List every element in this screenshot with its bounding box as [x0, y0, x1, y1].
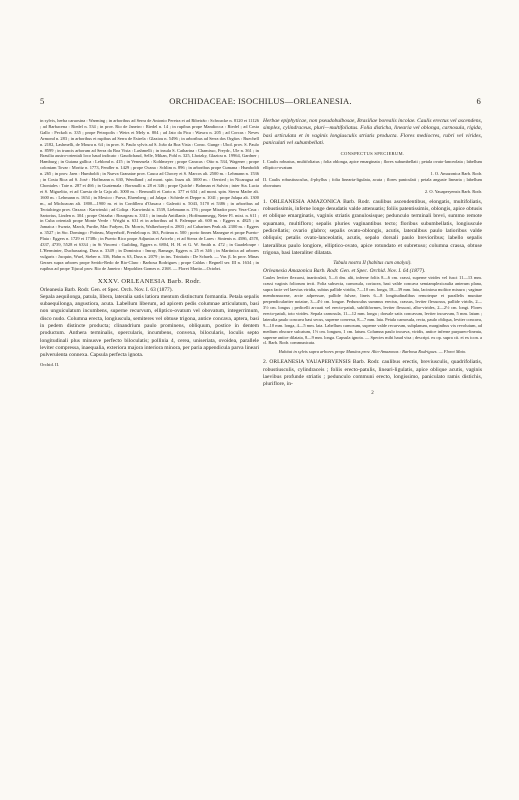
conspectus-title: CONSPECTUS SPECIERUM.: [340, 151, 405, 157]
genus-description: Sepala aequilonga, patula, libera, lateralia satis latiora mentum distinctum formantia. Petala sepalis subaequilonga, angustiora, acuta. Labellum liberum, ad apicem pedis columnae articulatum, basi non unguiculatum incumbens, superne recurvum, elliptico-ovatum vel obovatum, integerrimum, disco nudo. Columna erecta, longiuscula, semiteres vel obtuse trigona, antice concava, aptera, basi in pedem distincte producta; clinandrium paulo prominens, obliquum, postice in dentem productum. Anthera terminalis, opercularis, incumbens, convexa, bilocularis, loculis septo longitudinali plus minusve perfecto biloculatis; pollinia 4, cerea, uniseriata, ovoidea, parallele leviter compressa, inaequalia, exteriora majora interiora minora, per paria appendicula parva lineari pulverulenta connexa. Capsula perfecta ignota.: [40, 293, 259, 359]
right-column: [263, 118, 482, 397]
species1-description: Caules leviter flexuosi, inarticulati, 5—6 dm. alti, inferne foliis 8—6 cm. crassi, superne virides vel fusci 11—13 mm. crassi vaginis foliorum tecti. Folia subsecta, carnosula, coriacea, basi valde concava semiamplexicaulia anterum plana, supra facie vel laevius viridia, subtus pallide viridia, 7—10 cm. longa, 18—39 mm. lata, laciniosa molitor mixura ; vaginae membranaceae, arcte adpressae, pallide fulvae, lineis 6—8 longitudinalibus remoteque et parallelis munitae perpendiculariter notatae, 3—4½ cm. longae. Pedunculus summus erectus, crassus, leviter flexuosus, pallide viridis, 2—3½ cm. longus ; pedicelli arcuati vel erecto-patuli, subfiliformes, leviter flexuosi, albo-virides, 2—2½ cm. longi. Flores erecto-patuli, toto virides. Sepala carnosula, 11—12 mm. longa ; dorsale satis concavum, leviter incurvum, 5 mm. latum ; lateralia paulo concava basi secus, superne convexa, 8—7 mm. lata. Petala carnosula, recta, paulo obliqua, leviter concava, 9—10 mm. longa, 4—5 mm. lata. Labellum carnosum, superne valde recurvum, subplanum, marginibus vix revolutum, ad medium obscure sulcatum, 1½ cm. longum, 1 cm. latum. Columna paulo incurva, viridis, antice inferne purpureo-lineata, superne antice dilatata, 8—9 mm. longa. Capsula ignota. — Species mihi haud visa ; descript. ex op. supra cit. et ex icon. a cl. Barb. Rodr. communicata.: [263, 275, 482, 346]
habit-text: Herbae epiphyticae, non pseudobulbosae, Brasiliae borealis incolae. Caulis erectus vel ascendens, simplex, cylindraceus, pluri—multifoliatus. Folia disticha, linearia vel oblonga, carnosula, rigida, basi articulata et in vaginis longiusculis striatis producta. Flores mediocres, rubri vel virides, paniculati vel subumbellati.: [263, 118, 482, 147]
left-column: [40, 118, 259, 368]
species1-citation: Orleanesia Amazonica Barb. Rodr. Gen. et Spec. Orchid. Nov. I. 64 (1877).: [263, 268, 426, 275]
running-header: [40, 96, 481, 108]
running-title: ORCHIDACEAE: ISOCHILUS—ORLEANESIA.: [169, 96, 352, 106]
species1-habitat: Habitat in sylvis supra arbores prope Manáos prov. Alto-Amazonas : Barbosa Rodrigues. — Floret Maio.: [278, 349, 467, 355]
species2-diagnosis: 2. ORLEANESIA YAUAPERYENSIS Barb. Rodr. caulibus erectis, breviusculis, quadrifoliatis, robustiusculis, cylindraceis ; foliis erecto-patulis, lineari-ligulatis, apice oblique acutis, vaginis laevibus profunde striatis ; pedunculo communi erecto, longissimo, paniculato ramis distichis, pluriflore, in-: [263, 359, 482, 388]
signature-footer: Orchid. II.: [40, 361, 60, 367]
genus-citation: Orleanesia Barb. Rodr. Gen. et Spec. Orch. Nov. I. 63 (1877).: [40, 286, 173, 293]
genus-title: XXXV. ORLEANESIA Barb. Rodr.: [97, 277, 202, 285]
species-key: [263, 159, 482, 194]
corner-mark: 2: [371, 390, 374, 396]
tabula-note: Tabula nostra II (habitus cum analysi).: [333, 260, 412, 266]
section-number: 6: [476, 96, 481, 106]
key-species: 1. O. Amazonica Barb. Rodr.: [430, 171, 482, 177]
distribution-text: in sylvis, herba caruosina : Warming ; in arboribus ad Serra de Antonio Pereira et ad Ribeirão : Schwacke n. 8120 et 11126 ; ad Barbacena : Riedel n. 534 ; in prov. Rio de Janeiro : Riedel n. 14 ; in rupibus prope Mandiocca : Riedel ; ad Costa Gallo : Peckolt n. 335 ; prope Petropolis : Weirs et Mely n. 804 ; ad Jato da Pica : Wawra n. 205 ; ad Corcas : Neves Armond n. 283 ; in arboribus et rupibus ad Serra de Estrela : Glaziou n. 5496 ; in arboribus ad Serra dos Orgâos : Buechell n. 2182, Lashmelli, de Moura n. 64 ; in prov. S. Paulo sylvis ad S. João da Boa Vista : Consc. Gunge : Ubol. prov. S. Paulo n. 8599 ; in truncis arborum ad Serra da Boa Vista : Lashmelli ; in insula S. Catharina : Chamisso, Freydr., Ule n. 361 ; in Brasilia austro-orientali loco haud indicato : Gaudichaud, Selle, Mikan, Pohl n. 325, Lhotzky, Glaziou n. 19964, Gardner ; Hamburg ; in Guiana gallica : Leblond n. 415 ; in Venezuela : Kohlmeyer ; prope Caracas : Otto n. 534, Wagener ; prope coloniam Tovar : Moritz n. 1773, Fendler n. 1429 ; prope Ocana : Schlim n. 896 ; in arboribus prope Cumana : Humboldt n. 265 ; in prov. Jaen : Humboldt ; in Nueva Granatae prov. Cauca ad Chocey et S. Marcos alt. 2500 m. : Lehmann n. 1536 ; in Costa Rica ad S. José : Hoffmann n. 630, Wendland ; ad mont. spin. Irazu alt. 3000 m. : Oersted ; in Nicaragua ad Chontales : Tate n. 287 et 466 ; in Guatemala : Borsnulli n. 28 et 346 ; prope Quiché : Bohman et Salvin ; inter Sta. Lucia et S. Miguelito, et ad Cuesta de la Caja alt. 3000 m. : Bernoulli et Cario n. 377 et 634 ; ad mont. spin. Sierra Madre alt. 1600 m. : Lehmann n. 1654 ; in Mexico : Parva, Ehrenberg ; ad Jalapa : Schiede et Deppe n. 1041 ; prope Jalapa alt. 1300 m., ad Michoacan alt. 1800—1900 m. et in Cordillera d'Oaxaca : Galeotti n. 5043, 5170 et 5386 ; in arboribus ad Teotalcingo prov. Oaxaca : Karwinski ; ad Coliqa : Karwinski n. 1539, Liebmann n. 176 ; prope Mirador prov. Vera-Cruz : Sartorius, Linden n. 304 ; prope Orizaba : Bourgeau n. 3311 ; in insula Antillanis ; Hoffmannsegg, Neter Fl. mixt. n. 611 ; in Cuba orientali prope Monte Verde : Wright n. 631 et in arboribus ad S. Palenque alt. 600 m. : Eggers n. 4825 ; in Jamaica : Swartz, March, Purdie, Mac Fadyen, Dr. Morris, Walkerhoeyd n. 2803 ; ad Cabarines Peak alt. 2300 m. : Eggers n. 3527 ; in Sto. Domingo : Poiteau, Mayerhoff, Prenleloup n. 363, Poiteau n. 500 ; porto finnes Manegue et prope Puerto-Plata : Eggers n. 1729 et 1738b ; in Puerto Rico prope Adjuntas et Aricelo ; et ad Sierra de Lares : Sintenis n. 4586, 4578, 4337, 4739, 5528 et 6334 ; in St Vincent : Guilding, Eggers n. 6804, H. H. et G. W. Smith n. 472 ; in Guadeloupe : L'Herminier, Duchassaing, Duss n. 3349 ; in Dominica : Imray, Ramage, Eggers n. 25 et 346 ; in Martinica ad arbores vulgaris : Jacquin, Wuel, Sieber n. 336, Hahn n. 63, Duss n. 2079 ; in ins. Trinitatis : De Schaeh. — Var. β. In prov. Minas Geraes supra arbores prope Serido-Redo de Rio-Claro : Barbosa Rodrigues ; prope Caldas : Regnell ser. III n. 1634 ; in rupibus ad prope Tijucal prov. Rio de Janeiro : Mepohliez Gomes n. 2168. — Floret Martio—Octobri.: [40, 118, 259, 271]
key-entry: I. Caulis robustus, multifoliatus ; folia oblonga, apice emarginata ; flores subumbellati ; petala ovato-lanceolata ; labellum elliptico-ovatum 1. O. Amazonica Barb. Rodr.: [263, 159, 482, 177]
page-number: 5: [40, 96, 45, 106]
key-species: 2. O. Yauaperyensis Barb. Rodr.: [424, 188, 482, 194]
key-entry: II. Caulis robustiusculus, 4-phyllus ; folia linearia-ligulata, acuta ; flores paniculati ; petala anguste linearia ; labellum obovatum 2. O. Yauaperyensis Barb. Rodr.: [263, 177, 482, 194]
species1-diagnosis: 1. ORLEANESIA AMAZONICA Barb. Rodr. caulibus ascendentibus, elongatis, multifoliatis, robustissimis, inferne longe denudatis valde attenuatis; foliis patentissimis, oblongis, apice obtusis et oblique emarginatis, vaginis striatis granulosisque; pedunculo terminali brevi, summo remote squamato, multifloro; sepalis pluries vaginantibus tecto; floribus subumbellatis, longiuscule pedicellatis; ovario glabro; sepalis ovato-oblongis, acutis, lateralibus paulo latioribus valde obliquis; petalis ovato-lanceolatis, acutis, sepalo dorsali paulo brevioribus; labello sepalis lateralibus paulo longiore, elliptico-ovato, apice rotundato et subretuso; columna crassa, obtuse trigona, basi lateraliter dilatata.: [263, 198, 482, 257]
